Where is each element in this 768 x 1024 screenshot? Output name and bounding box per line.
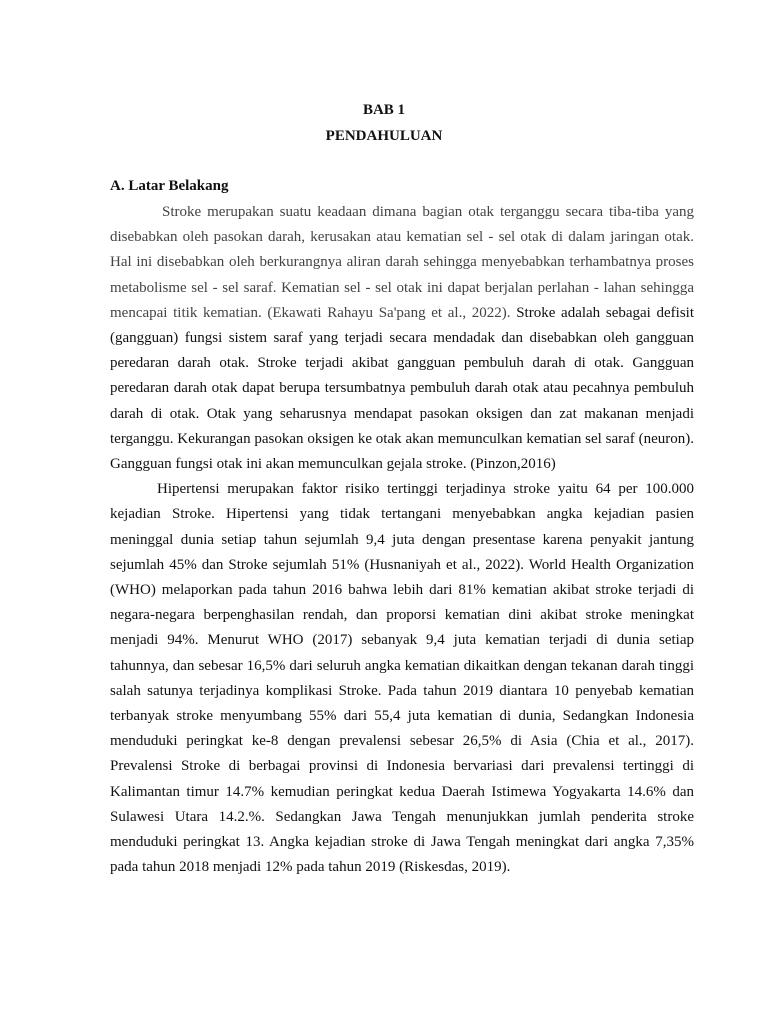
chapter-title: PENDAHULUAN [325, 128, 443, 144]
body-text [110, 200, 694, 880]
paragraph-1 [110, 200, 694, 477]
section-title: A. Latar Belakang [110, 178, 229, 194]
chapter-number: BAB 1 [362, 102, 406, 118]
paragraph-1-part-b: Stroke adalah sebagai defisit (gangguan) fungsi sistem saraf yang terjadi secara mendadak dan disebabkan oleh gangguan peredaran darah otak. Stroke terjadi akibat gangguan pembuluh darah di otak. Gangguan peredaran darah otak dapat berupa tersumbatnya pembuluh darah otak atau pecahnya pembuluh darah di otak. Otak yang seharusnya mendapat pasokan oksigen dan zat makanan menjadi terganggu. Kekurangan pasokan oksigen ke otak akan memunculkan kematian sel saraf (neuron). Gangguan fungsi otak ini akan memunculkan gejala stroke. (Pinzon,2016) [110, 304, 695, 473]
paragraph-1-part-a: Stroke merupakan suatu keadaan dimana bagian otak terganggu secara tiba-tiba yang disebabkan oleh pasokan darah, kerusakan atau kematian sel - sel otak di dalam jaringan otak. Hal ini disebabkan oleh berkurangnya aliran darah sehingga menyebabkan terhambatnya proses metabolisme sel - sel saraf. Kematian sel - sel otak ini dapat berjalan perlahan - lahan sehingga mencapai titik kematian. (Ekawati Rahayu Sa'pang et al., 2022). [110, 204, 694, 321]
paragraph-2: Hipertensi merupakan faktor risiko tertinggi terjadinya stroke yaitu 64 per 100.000 kejadian Stroke. Hipertensi yang tidak tertangani menyebabkan angka kejadian pasien meninggal dunia setiap tahun sejumlah 9,4 juta dengan presentase karena penyakit jantung sejumlah 45% dan Stroke sejumlah 51% (Husnaniyah et al., 2022). World Health Organization (WHO) melaporkan pada tahun 2016 bahwa lebih dari 81% kematian akibat stroke terjadi di negara-negara berpenghasilan rendah, dan proporsi kematian dini akibat stroke meningkat menjadi 94%. Menurut WHO (2017) sebanyak 9,4 juta kematian terjadi di dunia setiap tahunnya, dan sebesar 16,5% dari seluruh angka kematian dikaitkan dengan tekanan darah tinggi salah satunya terjadinya komplikasi Stroke. Pada tahun 2019 diantara 10 penyebab kematian terbanyak stroke menyumbang 55% dari 55,4 juta kematian di dunia, Sedangkan Indonesia menduduki peringkat ke-8 dengan prevalensi sebesar 26,5% di Asia (Chia et al., 2017). Prevalensi Stroke di berbagai provinsi di Indonesia bervariasi dari prevalensi tertinggi di Kalimantan timur 14.7% kemudian peringkat kedua Daerah Istimewa Yogyakarta 14.6% dan Sulawesi Utara 14.2.%. Sedangkan Jawa Tengah menunjukkan jumlah penderita stroke menduduki peringkat 13. Angka kejadian stroke di Jawa Tengah meningkat dari angka 7,35% pada tahun 2018 menjadi 12% pada tahun 2019 (Riskesdas, 2019). [110, 481, 694, 876]
